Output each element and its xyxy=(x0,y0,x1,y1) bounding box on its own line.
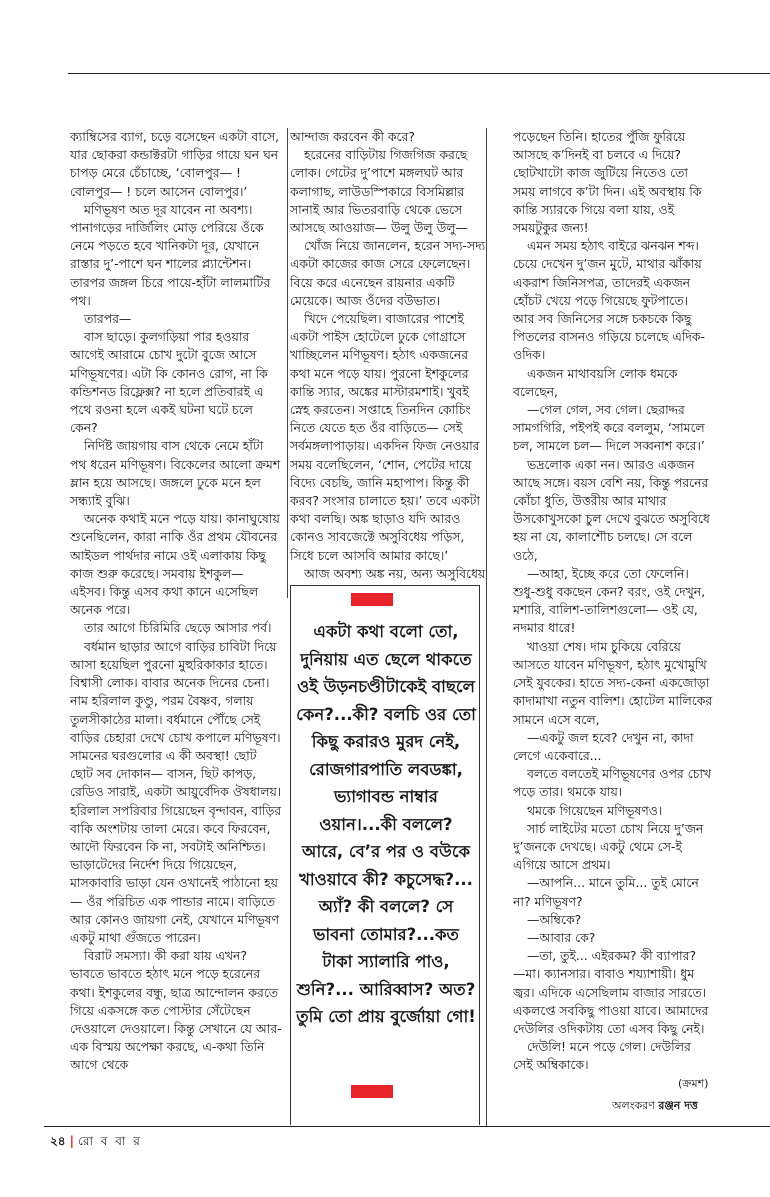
paragraph: একজন মাথাবয়সি লোক ধমকে বলেছেন, xyxy=(513,365,678,399)
paragraph: আজ অবশ্য অঙ্ক নয়, অন্য অসুবিধেয় xyxy=(304,565,486,581)
serial-note: (ক্রমশ) xyxy=(678,1077,709,1090)
paragraph: তারপর— xyxy=(84,311,132,327)
pull-quote-top-bar xyxy=(351,593,393,606)
paragraph: ক্যাম্বিসের ব্যাগ, চড়ে বসেছেন একটা বাসে, যার ছোকরা কন্ডাক্টরটা গাড়ির গায়ে ঘন ঘন চাপড় মেরে চেঁচাচ্ছে, ‘বোলপুর— ! বোলপুর— ! চলে আসেন বোলপুর।’ xyxy=(70,129,279,199)
column-divider-1 xyxy=(287,128,288,598)
paragraph: —আবার কে? xyxy=(527,929,596,945)
magazine-name: রো ব বা র xyxy=(77,1134,142,1148)
paragraph: হরেনের বাড়িটায় গিজগিজ করছে লোক। গেটের দু’পাশে মঙ্গলঘট আর কলাগাছ, লাউডস্পিকারে বিসমিল্লার সানাই আর ভিতরবাড়ি থেকে ভেসে আসছে আওয়াজ— উলু উলু উলু— xyxy=(290,147,468,236)
paragraph: সার্চ লাইটের মতো চোখ নিয়ে দু’জন দু’জনকে দেখছে। একটু থেমে সে-ই এগিয়ে আসে প্রথম। xyxy=(513,820,704,873)
page-footer xyxy=(50,1133,142,1153)
paragraph: —তা, তুই... এইরকম? কী ব্যাপার? xyxy=(527,948,697,964)
bottom-rule xyxy=(44,1126,770,1127)
pull-quote-bottom-bar xyxy=(351,1085,393,1098)
paragraph: —একটু জল হবে? দেখুন না, কাদা লেগে একেবারে... xyxy=(513,729,694,763)
paragraph: এমন সময় হঠাৎ বাইরে ঝনঝন শব্দ। চেয়ে দেখেন দু’জন মুটে, মাথার ঝাঁকায় একরাশ জিনিসপত্র, তাদেরই একজন হোঁচট খেয়ে পড়ে গিয়েছে ফুটপাতে। আর সব জিনিসের সঙ্গে চকচকে কিছু পিতলের বাসনও গড়িয়ে চলেছে এদিক-ওদিক। xyxy=(513,238,706,363)
paragraph: —অম্বিকে? xyxy=(527,911,582,927)
paragraph: খোঁজ নিয়ে জানলেন, হরেন সদ্য-সদ্য একটা কাজের কাজ সেরে ফেলেছেন। বিয়ে করে এনেছেন রায়নার একটি মেয়েকে। আজ ওঁদের বউভাত। xyxy=(290,238,486,308)
paragraph: থমকে গিয়েছেন মণিভূষণও। xyxy=(527,802,663,818)
top-rule xyxy=(68,73,770,74)
paragraph: দেউলি! মনে পড়ে গেল। দেউলির সেই অম্বিকাকে। xyxy=(513,1039,691,1073)
paragraph: —মা। ক্যানসার। বাবাও শয্যাশায়ী। ধুম জ্বর। এদিকে এসেছিলাম বাজার সারতে। একলপ্তে সবকিছু পাওয়া যাবে। আমাদের দেউলির ওদিকটায় তো এসব কিছু নেই। xyxy=(513,966,709,1036)
paragraph: ভদ্রলোক একা নন। আরও একজন আছে সঙ্গে। বয়স বেশি নয়, কিন্তু পরনের কোঁচা ধুতি, উত্তরীয় আর মাথার উসকোখুসকো চুল দেখে বুঝতে অসুবিধে হয় না যে, কালাশৌচ চলছে। সে বলে ওঠে, xyxy=(513,456,710,563)
paragraph: —আহা, ইচ্ছে করে তো ফেলেনি। শুধু-শুধু বকছেন কেন? বরং, ওই দেখুন, মশারি, বালিশ-তালিশগুলো— ওই যে, নদমার ধারে! xyxy=(513,565,706,636)
paragraph: খিদে পেয়েছিল। বাজারের পাশেই একটা পাইস হোটেলে ঢুকে গোগ্রাসে খাচ্ছিলেন মণিভূষণ। হঠাৎ একজনের কথা মনে পড়ে যায়। পুরনো ইশকুলের কান্তি স্যার, অঙ্কের মাস্টারমশাই। খুবই স্নেহ করতেন। সপ্তাহে তিনদিন কোচিং নিতে যেতে হত ওঁর বাড়িতে— সেই সর্বমঙ্গলাপাড়ায়। একদিন ফিজ নেওয়ার সময় বলেছিলেন, ‘শোন, পেটের দায়ে বিদ্যে বেচছি, জানি মহাপাপ। কিন্তু কী করব? সংসার চালাতে হয়।’ তবে একটা কথা বলছি। অঙ্ক ছাড়াও যদি আরও কোনও সাবজেক্টে অসুবিধেয় পড়িস, সিধে চলে আসবি আমার কাছে।’ xyxy=(290,311,480,563)
credit-name: রঞ্জন দত্ত xyxy=(658,1099,698,1112)
paragraph: বাস ছাড়ে। কুলগড়িয়া পার হওয়ার আগেই আরামে চোখ দুটো বুজে আসে মণিভূষণের। এটা কি কোনও রোগ, না কি কন্ডিশনড রিফ্লেক্স? না হলে প্রতিবারই এ পথে রওনা হলে একই ঘটনা ঘটে চলে কেন? xyxy=(70,329,268,436)
column-3 xyxy=(513,128,713,1075)
paragraph: বলতে বলতেই মণিভূষণের ওপর চোখ পড়ে তার। থমকে যায়। xyxy=(513,766,712,800)
paragraph: তার আগে চিরিমিরি ছেড়ে আসার পর্ব। xyxy=(84,620,272,636)
paragraph: পড়েছেন তিনি। হাতের পুঁজি ফুরিয়ে আসছে ক’দিনই বা চলবে এ দিয়ে? ছোটখাটো কাজ জুটিয়ে নিতেও তো সময় লাগবে ক’টা দিন। এই অবস্থায় কি কান্তি স্যারকে গিয়ে বলা যায়, ওই সময়টুকুর জন্য! xyxy=(513,129,702,236)
page-number: ২৪ xyxy=(50,1134,66,1148)
column-2 xyxy=(290,128,490,583)
paragraph: মণিভূষণ অত দূর যাবেন না অবশ্য। পানাগড়ের দার্জিলিং মোড় পেরিয়ে ওঁকে নেমে পড়তে হবে খানিকটা দূর, যেখানে রাস্তার দু’-পাশে ঘন শালের প্ল্যান্টেশন। তারপর জঙ্গল চিরে পায়ে-হাঁটা লালমাটির পথ। xyxy=(70,201,271,308)
paragraph: বর্ধমান ছাড়ার আগে বাড়ির চাবিটা দিয়ে আসা হয়েছিল পুরনো মুহুরিকাকার হাতে। বিশ্বাসী লোক। বাবার অনেক দিনের চেনা। নাম হরিলাল কুণ্ডু, পরম বৈষ্ণব, গলায় তুলসীকাঠের মালা। বর্ধমানে পৌঁছে সেই বাড়ির চেহারা দেখে চোখ কপালে মণিভূষণ। সামনের ঘরগুলোর এ কী অবস্থা! ছোট ছোট সব দোকান— বাসন, ছিট কাপড়, রেডিও সারাই, একটা আয়ুর্বেদিক ঔষধালয়। হরিলাল সপরিবার গিয়েছেন বৃন্দাবন, বাড়ির বাকি অংশটায় তালা মেরে। কবে ফিরবেন, আদৌ ফিরবেন কি না, সবটাই অনিশ্চিত। ভাড়াটেদের নির্দেশ দিয়ে গিয়েছেন, মাসকাবারি ভাড়া যেন ওখানেই পাঠানো হয়— ওঁর পরিচিত এক পান্ডার নামে। বাড়িতে আর কোনও জায়গা নেই, যেখানে মণিভূষণ একটু মাথা গুঁজতে পারেন। xyxy=(70,638,282,945)
paragraph: বিরাট সমস্যা। কী করা যায় এখন? ভাবতে ভাবতে হঠাৎ মনে পড়ে হরেনের কথা। ইশকুলের বন্ধু, ছাত্র আন্দোলন করতে গিয়ে একসঙ্গে কত পোস্টার সেঁটেছেন দেওয়ালে দেওয়ালে। কিন্তু সেখানে যে আর-এক বিস্ময় অপেক্ষা করছে, এ-কথা তিনি আগে থেকে xyxy=(70,948,282,1073)
illustration-credit xyxy=(612,1097,698,1116)
paragraph: —আপনি... মানে তুমি... তুই মোনে না? মণিভূষণ? xyxy=(513,875,699,909)
paragraph: অনেক কথাই মনে পড়ে যায়। কানাঘুষোয় শুনেছিলেন, কারা নাকি ওঁর প্রথম যৌবনের আইডল পার্থদার নামে ওই এলাকায় কিছু কাজ শুরু করেছে। সমবায় ইশকুল— এইসব। কিন্তু এসব কথা কানে এসেছিল অনেক পরে। xyxy=(70,511,280,618)
column-divider-2 xyxy=(486,128,487,1126)
paragraph: আন্দাজ করবেন কী করে? xyxy=(290,129,415,144)
paragraph: —গেল গেল, সব গেল। ছেরাদ্দর সামগগিরি, পইপই করে বললুম, ‘সামলে চল, সামলে চল— দিলে সব্বনাশ করে।’ xyxy=(513,402,705,454)
footer-separator: | xyxy=(69,1134,74,1148)
credit-label: অলংকরণ xyxy=(612,1099,655,1112)
pull-quote: একটা কথা বলো তো, দুনিয়ায় এত ছেলে থাকতে ওই উড়নচণ্ডীটাকেই বাছলে কেন?...কী? বলচি ওর তো কিছু করারও মুরদ নেই, রোজগারপাতি লবডঙ্কা, ভ্যাগাবন্ড নাম্বার ওয়ান।...কী বললে? আরে, বে’র পর ও বউকে খাওয়াবে কী? কচুসেদ্ধ?... অ্যাঁ? কী বললে? সে ভাবনা তোমার?...কত টাকা স্যালারি পাও, শুনি?... আরিব্বাস? অত? তুমি তো প্রায় বুর্জোয়া গো! xyxy=(296,622,476,1026)
paragraph: খাওয়া শেষ। দাম চুকিয়ে বেরিয়ে আসতে যাবেন মণিভূষণ, হঠাৎ মুখোমুখি সেই যুবকের। হাতে সদ্য-কেনা একজোড়া কাদামাখা নতুন বালিশ। হোটেল মালিকের সামনে এসে বলে, xyxy=(513,638,713,727)
paragraph: নির্দিষ্ট জায়গায় বাস থেকে নেমে হাঁটা পথ ধরেন মণিভূষণ। বিকেলের আলো ক্রমশ ম্লান হয়ে আসছে। জঙ্গলে ঢুকে মনে হল সন্ধ্যাই বুঝি। xyxy=(70,438,281,509)
column-1 xyxy=(70,128,282,1075)
